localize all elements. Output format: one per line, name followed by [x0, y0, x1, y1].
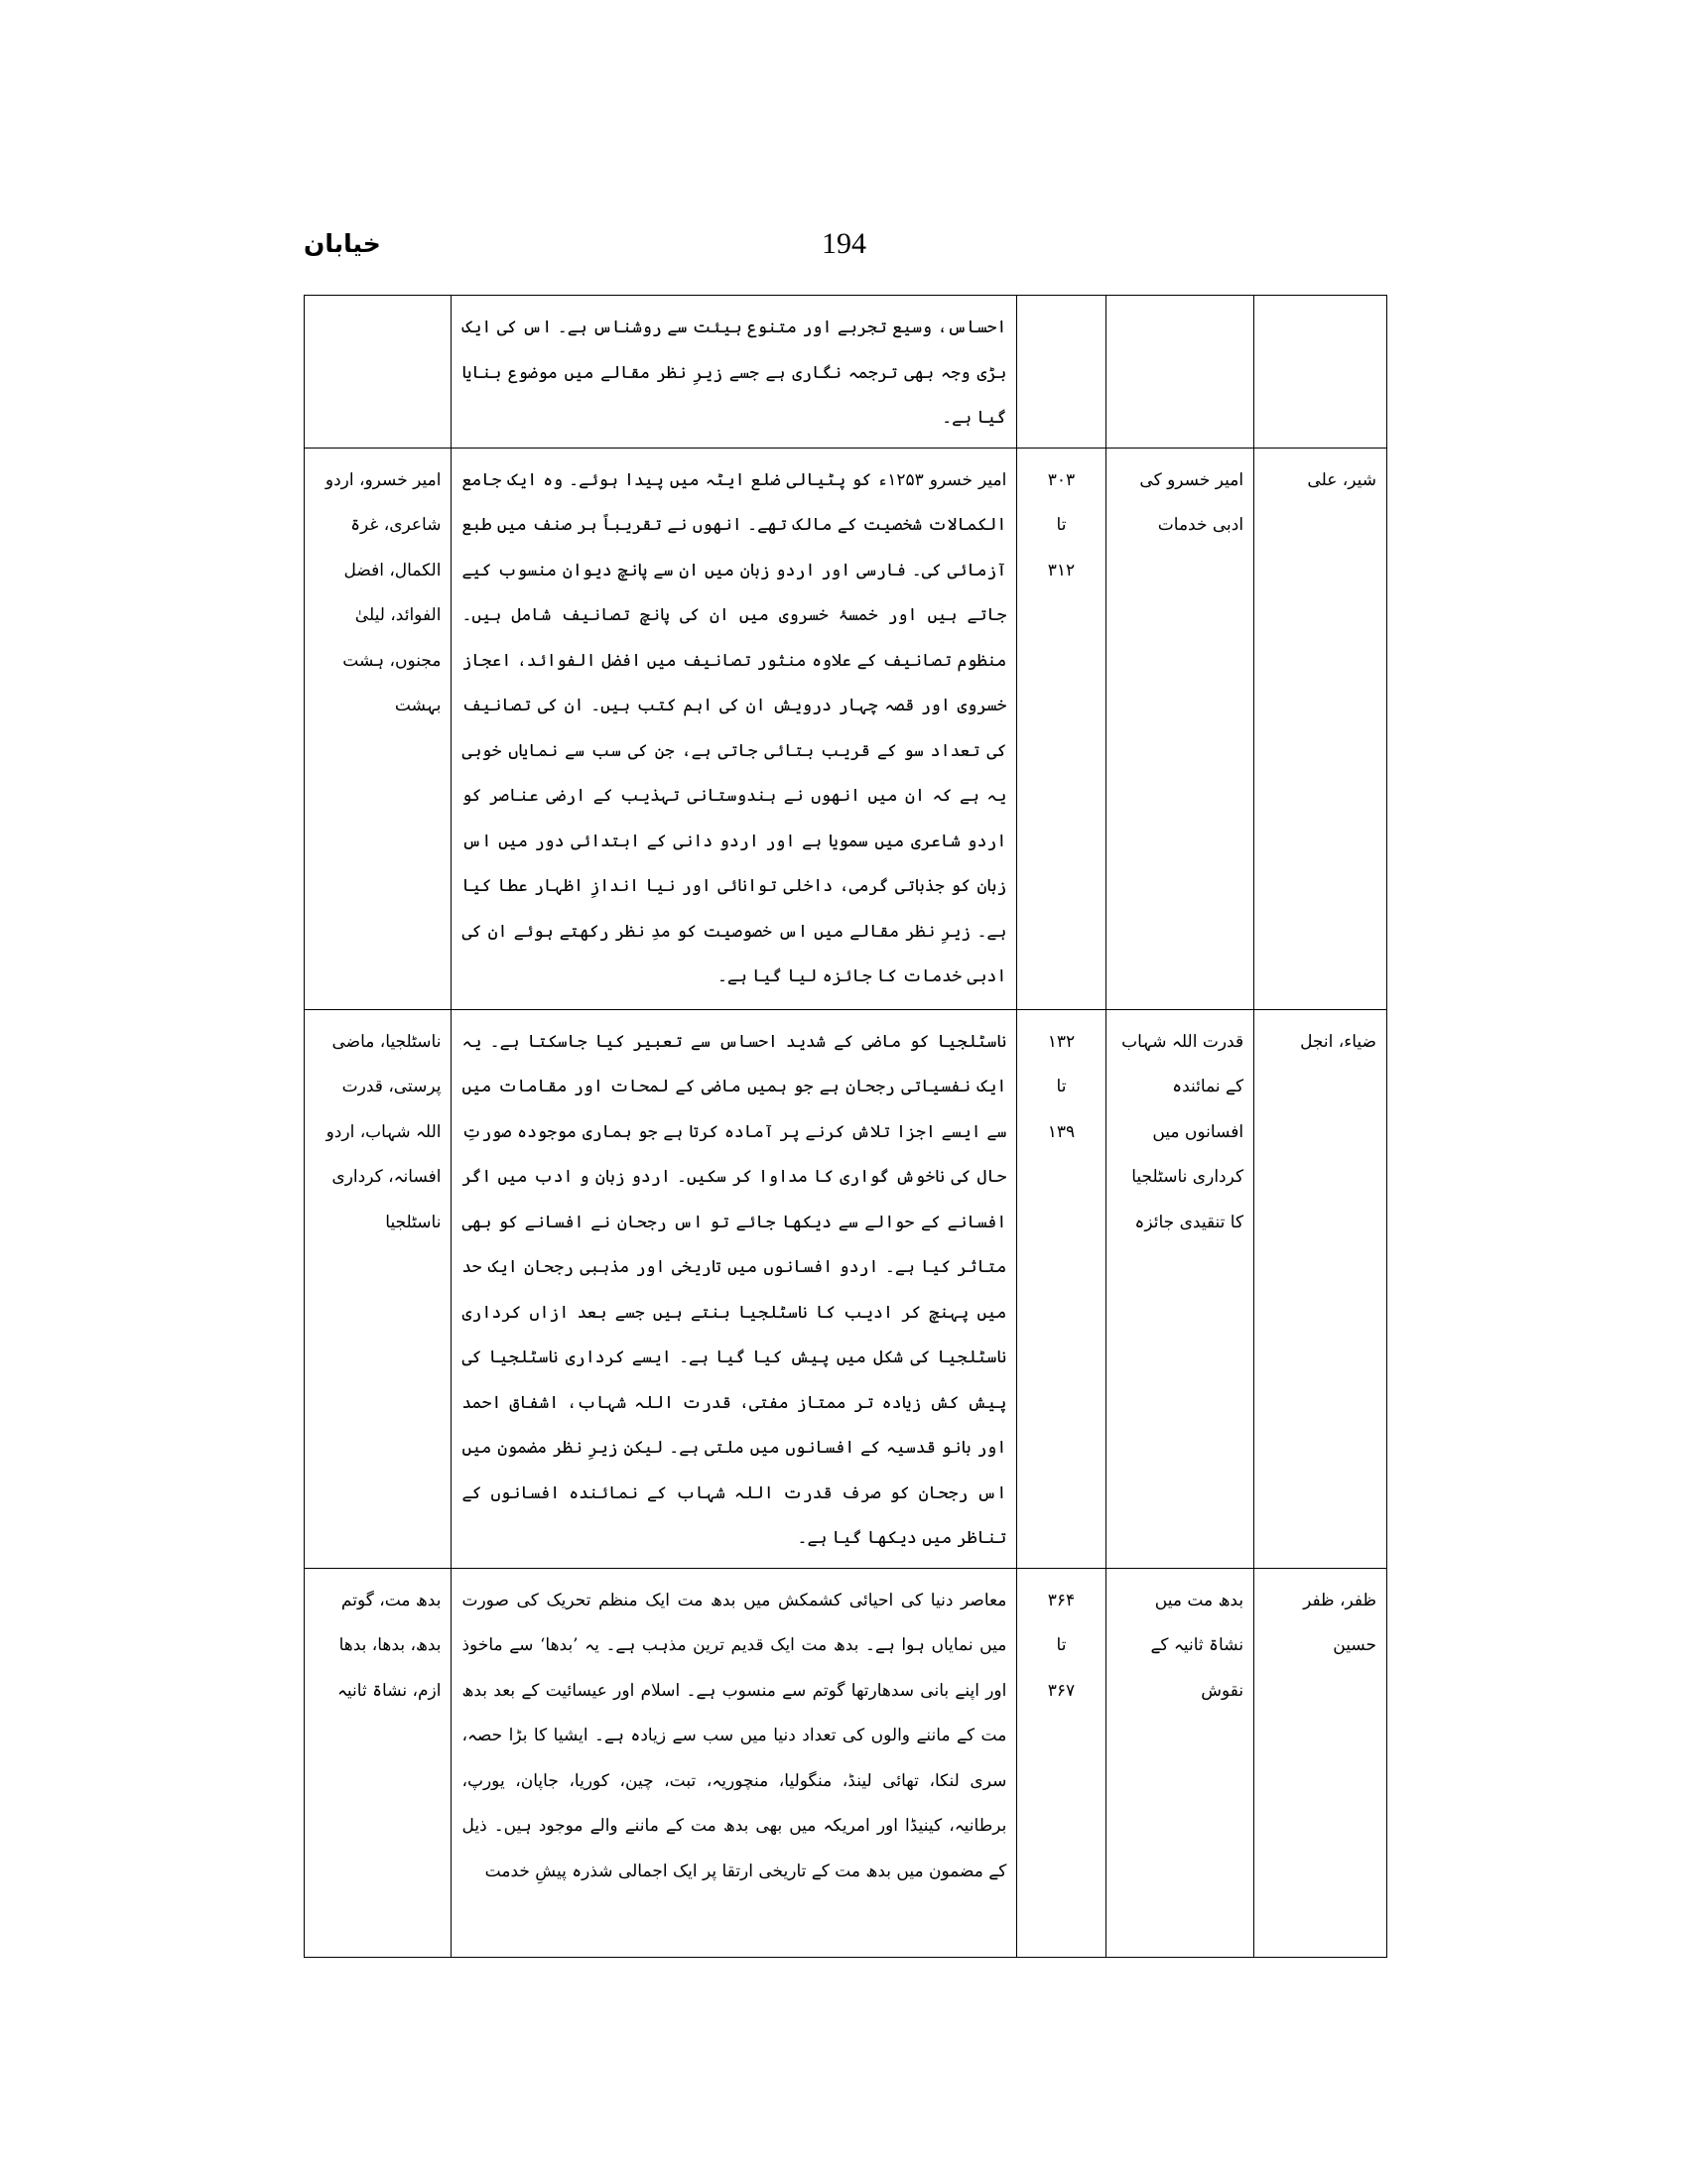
abstract-cell: ناسٹلجیا کو ماضی کے شدید احساس سے تعبیر کیا جاسکتا ہے۔ یہ ایک نفسیاتی رجحان ہے جو ہمیں ماضی کے لمحات اور مقامات میں سے ایسے اجزا تلاش کرنے پر آمادہ کرتا ہے جو ہماری موجودہ صورتِ حال کی ناخوش گواری کا مداوا کر سکیں۔ اردو زبان و ادب میں اگر افسانے کے حوالے سے دیکھا جائے تو اس رجحان نے افسانے کو بھی متاثر کیا ہے۔ اردو افسانوں میں تاریخی اور مذہبی رجحان ایک حد میں پہنچ کر ادیب کا ناسٹلجیا بنتے ہیں جسے بعد ازاں کرداری ناسٹلجیا کی شکل میں پیش کیا گیا ہے۔ ایسے کرداری ناسٹلجیا کی پیش کش زیادہ تر ممتاز مفتی، قدرت اللہ شہاب، اشفاق احمد اور بانو قدسیہ کے افسانوں میں ملتی ہے۔ لیکن زیرِ نظر مضمون میں اس رجحان کو صرف قدرت اللہ شہاب کے نمائندہ افسانوں کے تناظر میں دیکھا گیا ہے۔ [452, 1009, 1017, 1568]
page-number: 194 [822, 227, 866, 260]
pages-cell [1017, 448, 1105, 1009]
keywords-cell [305, 296, 452, 449]
title-cell: قدرت اللہ شہاب کے نمائندہ افسانوں میں کرداری ناسٹلجیا کا تنقیدی جائزہ [1105, 1009, 1253, 1568]
page-end: ۱۳۹ [1047, 1121, 1076, 1142]
keywords-cell: امیر خسرو، اردو شاعری، غرۃ الکمال، افضل الفوائد، لیلیٰ مجنوں، ہشت بہشت [305, 448, 452, 1009]
journal-name: خیابان [304, 229, 381, 258]
author-cell: ظفر، ظفر حسین [1254, 1568, 1387, 1957]
table-row [305, 1568, 1387, 1957]
title-cell: امیر خسرو کی ادبی خدمات [1105, 448, 1253, 1009]
article-catalog-table [304, 295, 1387, 1958]
author-cell: ضیاء، انجل [1254, 1009, 1387, 1568]
pages-cell [1017, 1009, 1105, 1568]
page-start: ۳۶۴ [1047, 1590, 1076, 1610]
table-row [305, 448, 1387, 1009]
page-start: ۱۳۲ [1047, 1031, 1076, 1052]
abstract-cell: احساس، وسیع تجربے اور متنوع ہیئت سے روشناس ہے۔ اس کی ایک بڑی وجہ بھی ترجمہ نگاری ہے جسے زیرِ نظر مقالے میں موضوع بنایا گیا ہے۔ [452, 296, 1017, 449]
page-end: ۳۶۷ [1047, 1680, 1076, 1701]
author-cell: شیر، علی [1254, 448, 1387, 1009]
page-to: تا [1056, 1635, 1067, 1655]
page-start: ۳۰۳ [1047, 469, 1076, 490]
page-to: تا [1056, 515, 1067, 535]
title-cell: بدھ مت میں نشاۃ ثانیہ کے نقوش [1105, 1568, 1253, 1957]
keywords-cell: ناسٹلجیا، ماضی پرستی، قدرت اللہ شہاب، اردو افسانہ، کرداری ناسٹلجیا [305, 1009, 452, 1568]
pages-cell [1017, 1568, 1105, 1957]
abstract-cell: معاصر دنیا کی احیائی کشمکش میں بدھ مت ایک منظم تحریک کی صورت میں نمایاں ہوا ہے۔ بدھ مت ایک قدیم ترین مذہب ہے۔ یہ ’بدھا‘ سے ماخوذ اور اپنے بانی سدھارتھا گوتم سے منسوب ہے۔ اسلام اور عیسائیت کے بعد بدھ مت کے ماننے والوں کی تعداد دنیا میں سب سے زیادہ ہے۔ ایشیا کا بڑا حصہ، سری لنکا، تھائی لینڈ، منگولیا، منچوریہ، تبت، چین، کوریا، جاپان، یورپ، برطانیہ، کینیڈا اور امریکہ میں بھی بدھ مت کے ماننے والے موجود ہیں۔ ذیل کے مضمون میں بدھ مت کے تاریخی ارتقا پر ایک اجمالی شذرہ پیشِ خدمت [452, 1568, 1017, 1957]
keywords-cell: بدھ مت، گوتم بدھ، بدھا، بدھا ازم، نشاۃ ثانیہ [305, 1568, 452, 1957]
title-cell [1105, 296, 1253, 449]
page-to: تا [1056, 1077, 1067, 1096]
page-end: ۳۱۲ [1047, 560, 1076, 580]
table-row [305, 296, 1387, 449]
table-row [305, 1009, 1387, 1568]
pages-cell [1017, 296, 1105, 449]
abstract-cell: امیر خسرو ۱۲۵۳ء کو پٹیالی ضلع ایٹہ میں پیدا ہوئے۔ وہ ایک جامع الکمالات شخصیت کے مالک تھے۔ انھوں نے تقریباً ہر صنف میں طبع آزمائی کی۔ فارسی اور اردو زبان میں ان سے پانچ دیوان منسوب کیے جاتے ہیں اور خمسۂ خسروی میں ان کی پانچ تصانیف شامل ہیں۔ منظوم تصانیف کے علاوہ منثور تصانیف میں افضل الفوائد، اعجاز خسروی اور قصہ چہار درویش ان کی اہم کتب ہیں۔ ان کی تصانیف کی تعداد سو کے قریب بتائی جاتی ہے، جن کی سب سے نمایاں خوبی یہ ہے کہ ان میں انھوں نے ہندوستانی تہذیب کے ارضی عناصر کو اردو شاعری میں سمویا ہے اور اردو دانی کے ابتدائی دور میں اس زبان کو جذباتی گرمی، داخلی توانائی اور نیا اندازِ اظہار عطا کیا ہے۔ زیرِ نظر مقالے میں اس خصوصیت کو مدِ نظر رکھتے ہوئے ان کی ادبی خدمات کا جائزہ لیا گیا ہے۔ [452, 448, 1017, 1009]
author-cell [1254, 296, 1387, 449]
